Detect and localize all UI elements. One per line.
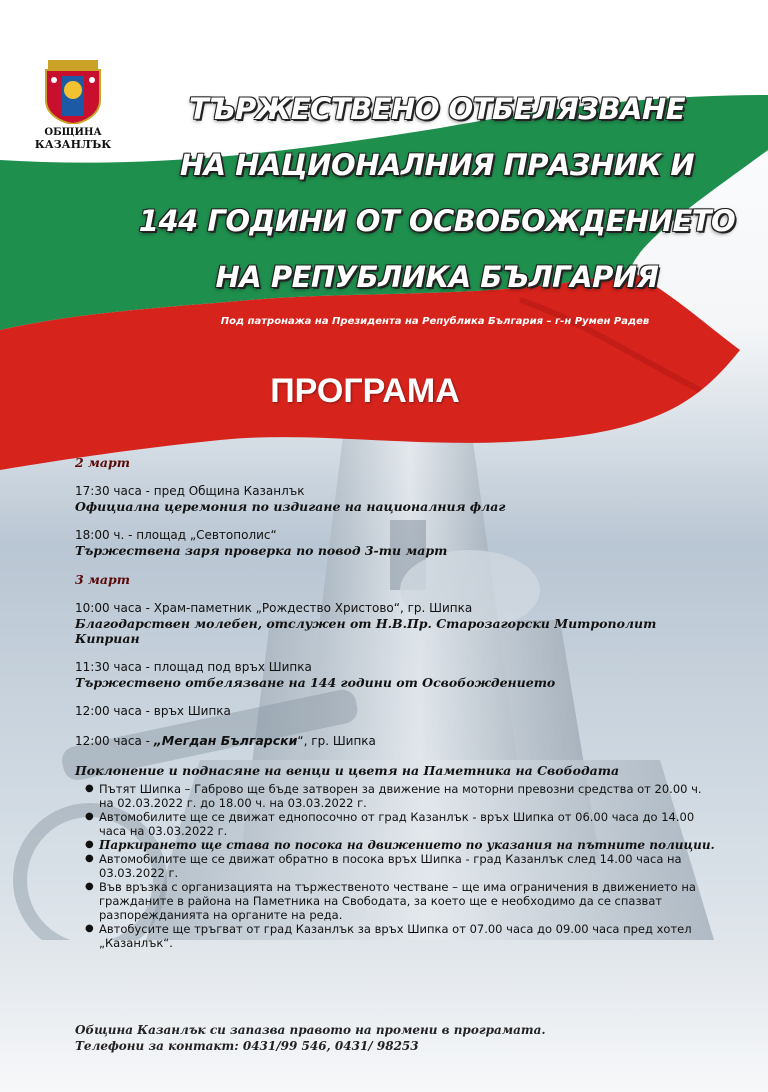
footer-disclaimer: Община Казанлък си запазва правото на промени в програмата. <box>75 1023 546 1037</box>
day1-date: 2 март <box>75 455 130 470</box>
program-content <box>75 455 715 950</box>
wreaths-heading: Поклонение и поднасяне на венци и цветя на Паметника на Свободата <box>75 763 620 778</box>
footer-phones: Телефони за контакт: 0431/99 546, 0431/ 98253 <box>75 1039 419 1053</box>
day2-event2-time: 11:30 часа - площад под връх Шипка <box>75 660 312 674</box>
day2-event1-time: 10:00 часа - Храм-паметник „Рождество Христово“, гр. Шипка <box>75 601 473 615</box>
ground-shape <box>0 940 768 1092</box>
day1-event2-title: Тържествена заря проверка по повод 3-ти март <box>75 543 448 558</box>
day2-date: 3 март <box>75 572 130 587</box>
day2-simple-2-suffix: “, гр. Шипка <box>297 734 376 748</box>
day1-event2-time: 18:00 ч. - площад „Севтополис“ <box>75 528 277 542</box>
day2-simple-2-prefix: 12:00 часа - <box>75 734 154 748</box>
note-item: ● Във връзка с организацията на тържественото честване – ще има ограничения в движението на гражданите в района на Паметника на Свободата, за което ще е необходимо да се спазват разпорежданията на органите на реда. <box>99 880 715 922</box>
logo-label-line2: КАЗАНЛЪК <box>34 137 112 151</box>
day2-event1-title: Благодарствен молебен, отслужен от Н.В.Пр. Старозагорски Митрополит Киприан <box>75 616 657 646</box>
day2-simple-2-bold: „Мегдан Български <box>153 733 298 748</box>
coat-of-arms-icon <box>40 58 106 124</box>
note-item: ● Пътят Шипка – Габрово ще бъде затворен за движение на моторни превозни средства от 20.00 ч. на 02.03.2022 г. до 18.00 ч. на 03.03.2022 г. <box>99 782 715 810</box>
note-item: ● Автомобилите ще се движат еднопосочно от град Казанлък - връх Шипка от 06.00 часа до 14.00 часа на 03.03.2022 г. <box>99 810 715 838</box>
day1-event1-title: Официална церемония по издигане на националния флаг <box>75 499 506 514</box>
day2-event2-title: Тържествено отбелязване на 144 години от Освобождението <box>75 675 556 690</box>
notes-list <box>75 782 715 950</box>
headline-line-4: НА РЕПУБЛИКА БЪЛГАРИЯ <box>215 260 659 294</box>
note-item: ● Паркирането ще става по посока на движението по указания на пътните полиции. <box>99 838 715 852</box>
note-item: ● Автомобилите ще се движат обратно в посока връх Шипка - град Казанлък след 14.00 часа на 03.03.2022 г. <box>99 852 715 880</box>
day2-simple-2 <box>75 733 715 749</box>
footer <box>75 1022 715 1054</box>
logo-label-line1: ОБЩИНА <box>44 127 102 138</box>
municipality-logo <box>28 58 118 150</box>
day1-event1-time: 17:30 часа - пред Община Казанлък <box>75 484 305 498</box>
note-item: ● Автобусите ще тръгват от град Казанлък за връх Шипка от 07.00 часа до 09.00 часа пред хотел „Казанлък“. <box>99 922 715 950</box>
patronage-text: Под патронажа на Президента на Република България – г-н Румен Радев <box>220 316 650 327</box>
headline-line-1: ТЪРЖЕСТВЕНО ОТБЕЛЯЗВАНЕ <box>188 92 686 126</box>
day2-simple-1: 12:00 часа - връх Шипка <box>75 704 231 718</box>
program-title: ПРОГРАМА <box>270 372 460 410</box>
headline-line-2: НА НАЦИОНАЛНИЯ ПРАЗНИК И <box>179 148 695 182</box>
headline-line-3: 144 ГОДИНИ ОТ ОСВОБОЖДЕНИЕТО <box>138 204 736 238</box>
